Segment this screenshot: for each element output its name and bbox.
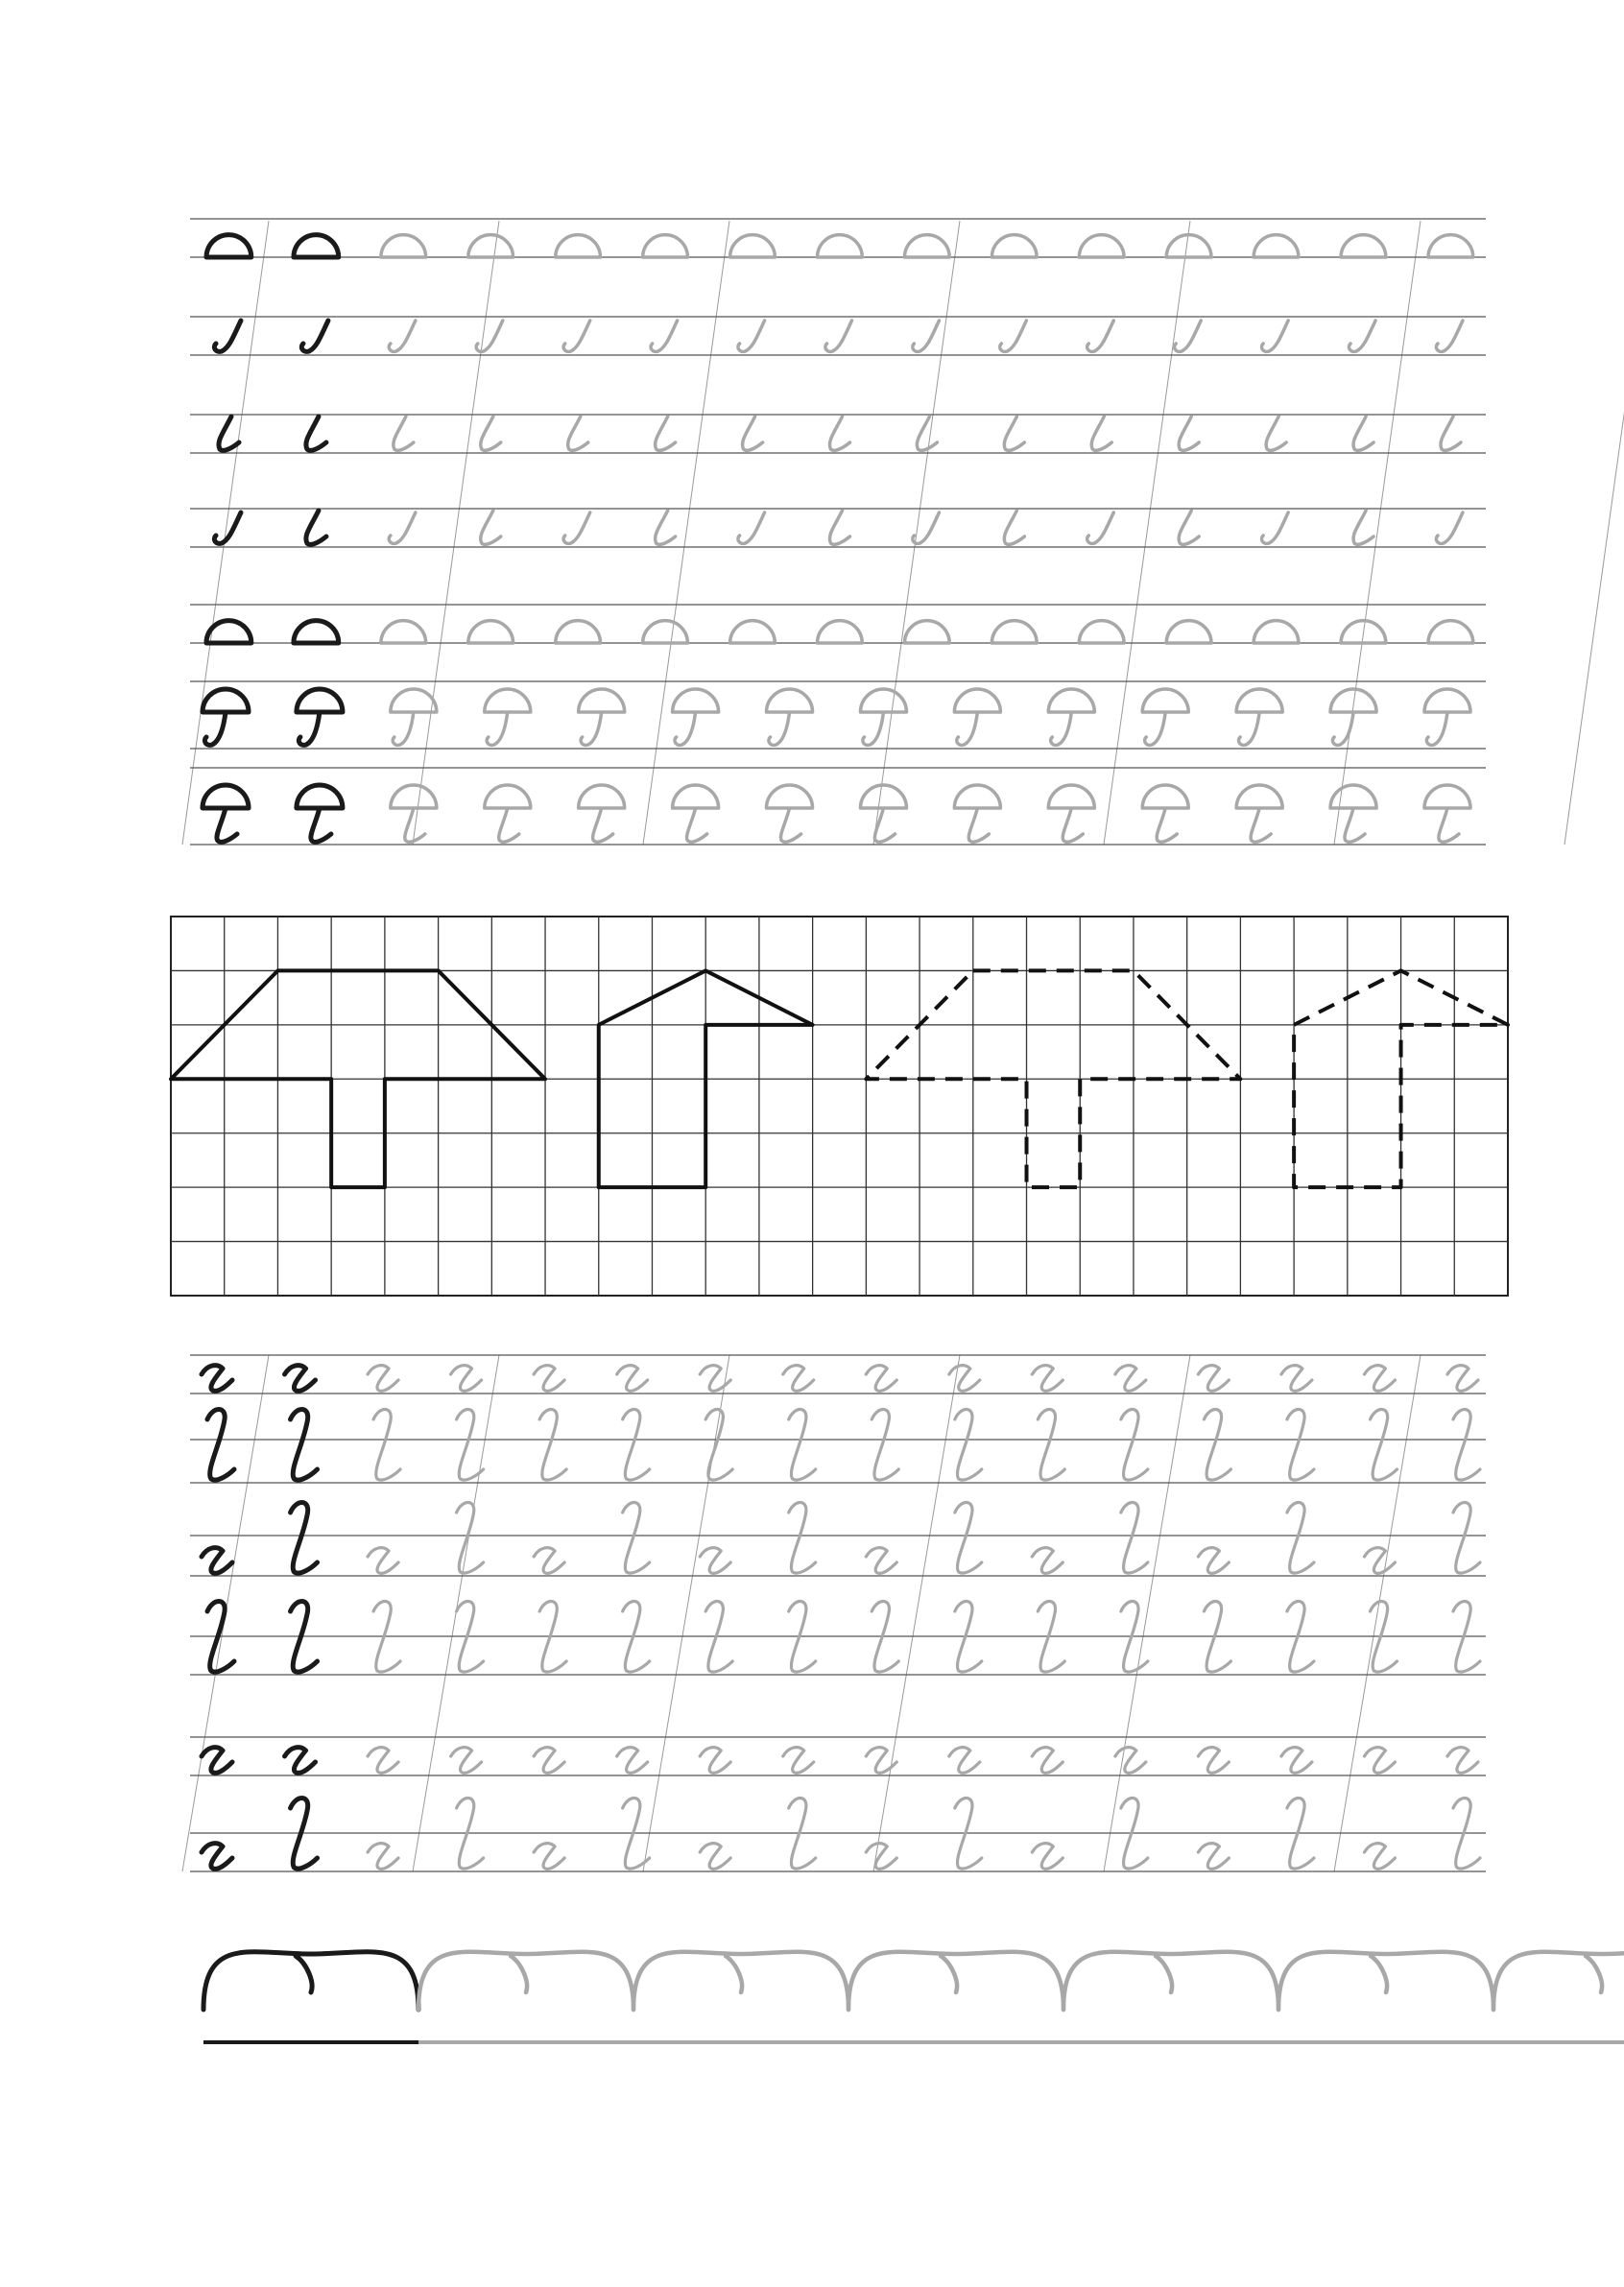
- trace-glyph: [394, 417, 414, 450]
- trace-glyph: [1142, 785, 1188, 842]
- trace-glyph: [1236, 689, 1282, 745]
- slant-guide-line: [1334, 1355, 1421, 1871]
- trace-glyph: [904, 235, 949, 257]
- trace-glyph: [1087, 321, 1114, 351]
- trace-letter: [623, 1503, 650, 1574]
- trace-glyph: [738, 512, 765, 543]
- trace-glyph: [389, 321, 416, 351]
- trace-glyph: [1000, 321, 1027, 351]
- grid-drawing-section: [171, 917, 1508, 1296]
- letter-row-2: [190, 1410, 1486, 1484]
- trace-letter: [1115, 1748, 1146, 1774]
- trace-letter: [368, 1844, 398, 1870]
- trace-letter: [1447, 1366, 1478, 1392]
- trace-glyph: [1262, 512, 1289, 543]
- trace-glyph: [485, 689, 531, 745]
- practice-row-3: [190, 415, 1486, 453]
- model-letter: [207, 1410, 234, 1481]
- trace-glyph: [730, 235, 776, 257]
- trace-letter: [1121, 1503, 1148, 1574]
- border-arch-model: [203, 1952, 418, 2010]
- trace-letter: [1364, 1844, 1395, 1870]
- trace-glyph: [1441, 417, 1461, 450]
- trace-letter: [534, 1844, 564, 1870]
- trace-letter: [1370, 1410, 1397, 1481]
- practice-row-6: [190, 681, 1486, 749]
- model-glyph: [206, 621, 251, 643]
- trace-glyph: [556, 621, 601, 643]
- trace-letter: [368, 1548, 398, 1574]
- trace-glyph: [917, 417, 937, 450]
- trace-glyph: [1436, 512, 1463, 543]
- trace-letter: [1032, 1748, 1063, 1774]
- model-glyph: [297, 785, 343, 842]
- trace-glyph: [579, 689, 625, 745]
- trace-letter: [539, 1410, 566, 1481]
- trace-letter: [534, 1548, 564, 1574]
- trace-letter: [783, 1366, 814, 1392]
- trace-glyph: [860, 689, 906, 745]
- trace-glyph: [818, 621, 863, 643]
- trace-letter: [955, 1410, 982, 1481]
- trace-glyph: [481, 511, 501, 544]
- letter-row-5: [190, 1737, 1486, 1775]
- trace-letter: [700, 1748, 730, 1774]
- slant-guide-line: [413, 1355, 499, 1871]
- letter-row-4: [190, 1602, 1486, 1676]
- trace-letter: [451, 1366, 482, 1392]
- trace-glyph: [468, 621, 513, 643]
- trace-letter: [1204, 1410, 1230, 1481]
- trace-letter: [1198, 1366, 1229, 1392]
- trace-glyph: [991, 621, 1037, 643]
- model-glyph: [306, 417, 326, 450]
- trace-letter: [866, 1366, 896, 1392]
- trace-letter: [1364, 1548, 1395, 1574]
- trace-glyph: [1179, 511, 1199, 544]
- slant-guide-line: [1104, 221, 1190, 845]
- trace-letter: [451, 1748, 482, 1774]
- trace-letter: [1121, 1410, 1148, 1481]
- border-arch-trace: [633, 1952, 848, 2010]
- trace-letter: [457, 1410, 484, 1481]
- slant-guide-line: [182, 221, 269, 845]
- trace-letter: [1281, 1366, 1312, 1392]
- trace-letter: [700, 1844, 730, 1870]
- model-glyph: [206, 235, 251, 257]
- border-arch-trace: [418, 1952, 633, 2010]
- trace-glyph: [476, 321, 503, 351]
- trace-glyph: [1236, 785, 1282, 842]
- model-letter: [202, 1748, 232, 1774]
- trace-glyph: [767, 689, 813, 745]
- trace-letter: [1198, 1548, 1229, 1574]
- slant-guide-line: [1564, 221, 1624, 845]
- trace-glyph: [1353, 511, 1373, 544]
- slant-guide-line: [413, 221, 499, 845]
- practice-row-7: [190, 768, 1486, 845]
- top-practice-section: [182, 219, 1624, 845]
- trace-glyph: [1004, 417, 1024, 450]
- model-glyph: [294, 235, 339, 257]
- trace-glyph: [651, 321, 678, 351]
- border-pattern-section: [203, 1952, 1624, 2042]
- practice-row-4: [190, 509, 1486, 547]
- trace-glyph: [991, 235, 1037, 257]
- trace-glyph: [913, 321, 940, 351]
- trace-letter: [783, 1748, 814, 1774]
- model-glyph: [297, 689, 343, 745]
- trace-letter: [866, 1548, 896, 1574]
- trace-glyph: [954, 785, 1000, 842]
- trace-letter: [1198, 1748, 1229, 1774]
- trace-letter: [1032, 1844, 1063, 1870]
- trace-glyph: [656, 417, 676, 450]
- trace-glyph: [860, 785, 906, 842]
- trace-glyph: [579, 785, 625, 842]
- trace-glyph: [563, 321, 590, 351]
- trace-letter: [1038, 1410, 1064, 1481]
- trace-glyph: [1179, 417, 1199, 450]
- trace-letter: [534, 1366, 564, 1392]
- letter-row-3: [190, 1503, 1486, 1577]
- trace-glyph: [1254, 621, 1299, 643]
- model-letter: [202, 1844, 232, 1870]
- trace-glyph: [829, 417, 849, 450]
- trace-glyph: [673, 785, 719, 842]
- trace-glyph: [1079, 621, 1124, 643]
- trace-glyph: [1079, 235, 1124, 257]
- trace-letter: [1453, 1503, 1480, 1574]
- trace-glyph: [738, 321, 765, 351]
- trace-glyph: [1091, 417, 1111, 450]
- slant-guide-line: [643, 1355, 729, 1871]
- trace-glyph: [1048, 785, 1094, 842]
- trace-glyph: [563, 512, 590, 543]
- trace-letter: [623, 1410, 650, 1481]
- model-letter: [285, 1748, 316, 1774]
- model-glyph: [306, 511, 326, 544]
- trace-letter: [949, 1366, 980, 1392]
- trace-letter: [368, 1366, 398, 1392]
- trace-glyph: [643, 621, 688, 643]
- trace-letter: [1287, 1503, 1314, 1574]
- slant-guide-line: [1334, 221, 1421, 845]
- slant-guide-line: [1104, 1355, 1190, 1871]
- trace-glyph: [1341, 235, 1386, 257]
- trace-glyph: [743, 417, 763, 450]
- model-letter: [291, 1503, 318, 1574]
- trace-glyph: [389, 512, 416, 543]
- model-glyph: [294, 621, 339, 643]
- trace-glyph: [643, 235, 688, 257]
- trace-glyph: [1349, 321, 1375, 351]
- trace-glyph: [1004, 511, 1024, 544]
- border-arch-trace: [848, 1952, 1063, 2010]
- trace-glyph: [1087, 512, 1114, 543]
- trace-glyph: [568, 417, 588, 450]
- trace-glyph: [913, 512, 940, 543]
- trace-letter: [617, 1366, 648, 1392]
- trace-letter: [617, 1748, 648, 1774]
- letter-row-6: [190, 1799, 1486, 1872]
- trace-glyph: [904, 621, 949, 643]
- model-glyph: [203, 785, 249, 842]
- practice-row-5: [190, 605, 1486, 643]
- trace-glyph: [1048, 689, 1094, 745]
- model-glyph: [214, 321, 241, 351]
- trace-letter: [866, 1844, 896, 1870]
- letter-row-1: [190, 1355, 1486, 1394]
- trace-letter: [457, 1503, 484, 1574]
- trace-glyph: [825, 321, 852, 351]
- trace-letter: [1364, 1366, 1395, 1392]
- trace-letter: [1198, 1844, 1229, 1870]
- model-glyph: [219, 417, 239, 450]
- bottom-practice-section: [182, 1355, 1486, 1871]
- trace-glyph: [1142, 689, 1188, 745]
- trace-glyph: [954, 689, 1000, 745]
- trace-glyph: [1436, 321, 1463, 351]
- trace-letter: [955, 1503, 982, 1574]
- model-letter: [285, 1366, 316, 1392]
- trace-glyph: [1330, 785, 1376, 842]
- trace-glyph: [1266, 417, 1286, 450]
- trace-glyph: [381, 235, 426, 257]
- trace-glyph: [391, 689, 437, 745]
- practice-row-1: [190, 219, 1486, 257]
- model-glyph: [301, 321, 328, 351]
- trace-glyph: [1428, 235, 1473, 257]
- trace-glyph: [1254, 235, 1299, 257]
- trace-glyph: [468, 235, 513, 257]
- model-letter: [202, 1548, 232, 1574]
- slant-guide-line: [873, 221, 960, 845]
- trace-glyph: [556, 235, 601, 257]
- trace-letter: [1032, 1366, 1063, 1392]
- trace-letter: [368, 1748, 398, 1774]
- trace-glyph: [673, 689, 719, 745]
- trace-letter: [1032, 1548, 1063, 1574]
- trace-glyph: [767, 785, 813, 842]
- trace-glyph: [1166, 235, 1211, 257]
- trace-letter: [789, 1410, 816, 1481]
- trace-glyph: [1175, 321, 1202, 351]
- model-glyph: [203, 689, 249, 745]
- trace-letter: [872, 1410, 898, 1481]
- border-arch-trace: [1063, 1952, 1278, 2010]
- trace-glyph: [818, 235, 863, 257]
- model-letter: [202, 1366, 232, 1392]
- trace-glyph: [1353, 417, 1373, 450]
- trace-glyph: [1428, 621, 1473, 643]
- trace-glyph: [1424, 785, 1470, 842]
- grid-frame: [171, 917, 1508, 1296]
- trace-glyph: [1262, 321, 1289, 351]
- trace-glyph: [391, 785, 437, 842]
- model-letter: [291, 1410, 318, 1481]
- trace-glyph: [1424, 689, 1470, 745]
- trace-letter: [700, 1548, 730, 1574]
- trace-letter: [1453, 1410, 1480, 1481]
- trace-letter: [949, 1748, 980, 1774]
- trace-glyph: [730, 621, 776, 643]
- border-arch-trace: [1278, 1952, 1493, 2010]
- trace-glyph: [1330, 689, 1376, 745]
- practice-row-2: [190, 317, 1486, 355]
- trace-letter: [1447, 1748, 1478, 1774]
- trace-glyph: [381, 621, 426, 643]
- trace-letter: [1281, 1748, 1312, 1774]
- trace-letter: [373, 1410, 400, 1481]
- trace-glyph: [1166, 621, 1211, 643]
- trace-glyph: [481, 417, 501, 450]
- border-arch-trace: [1493, 1952, 1624, 2010]
- trace-letter: [534, 1748, 564, 1774]
- trace-glyph: [656, 511, 676, 544]
- trace-glyph: [829, 511, 849, 544]
- trace-letter: [1364, 1748, 1395, 1774]
- trace-letter: [789, 1503, 816, 1574]
- trace-letter: [1287, 1410, 1314, 1481]
- trace-glyph: [485, 785, 531, 842]
- trace-letter: [1115, 1366, 1146, 1392]
